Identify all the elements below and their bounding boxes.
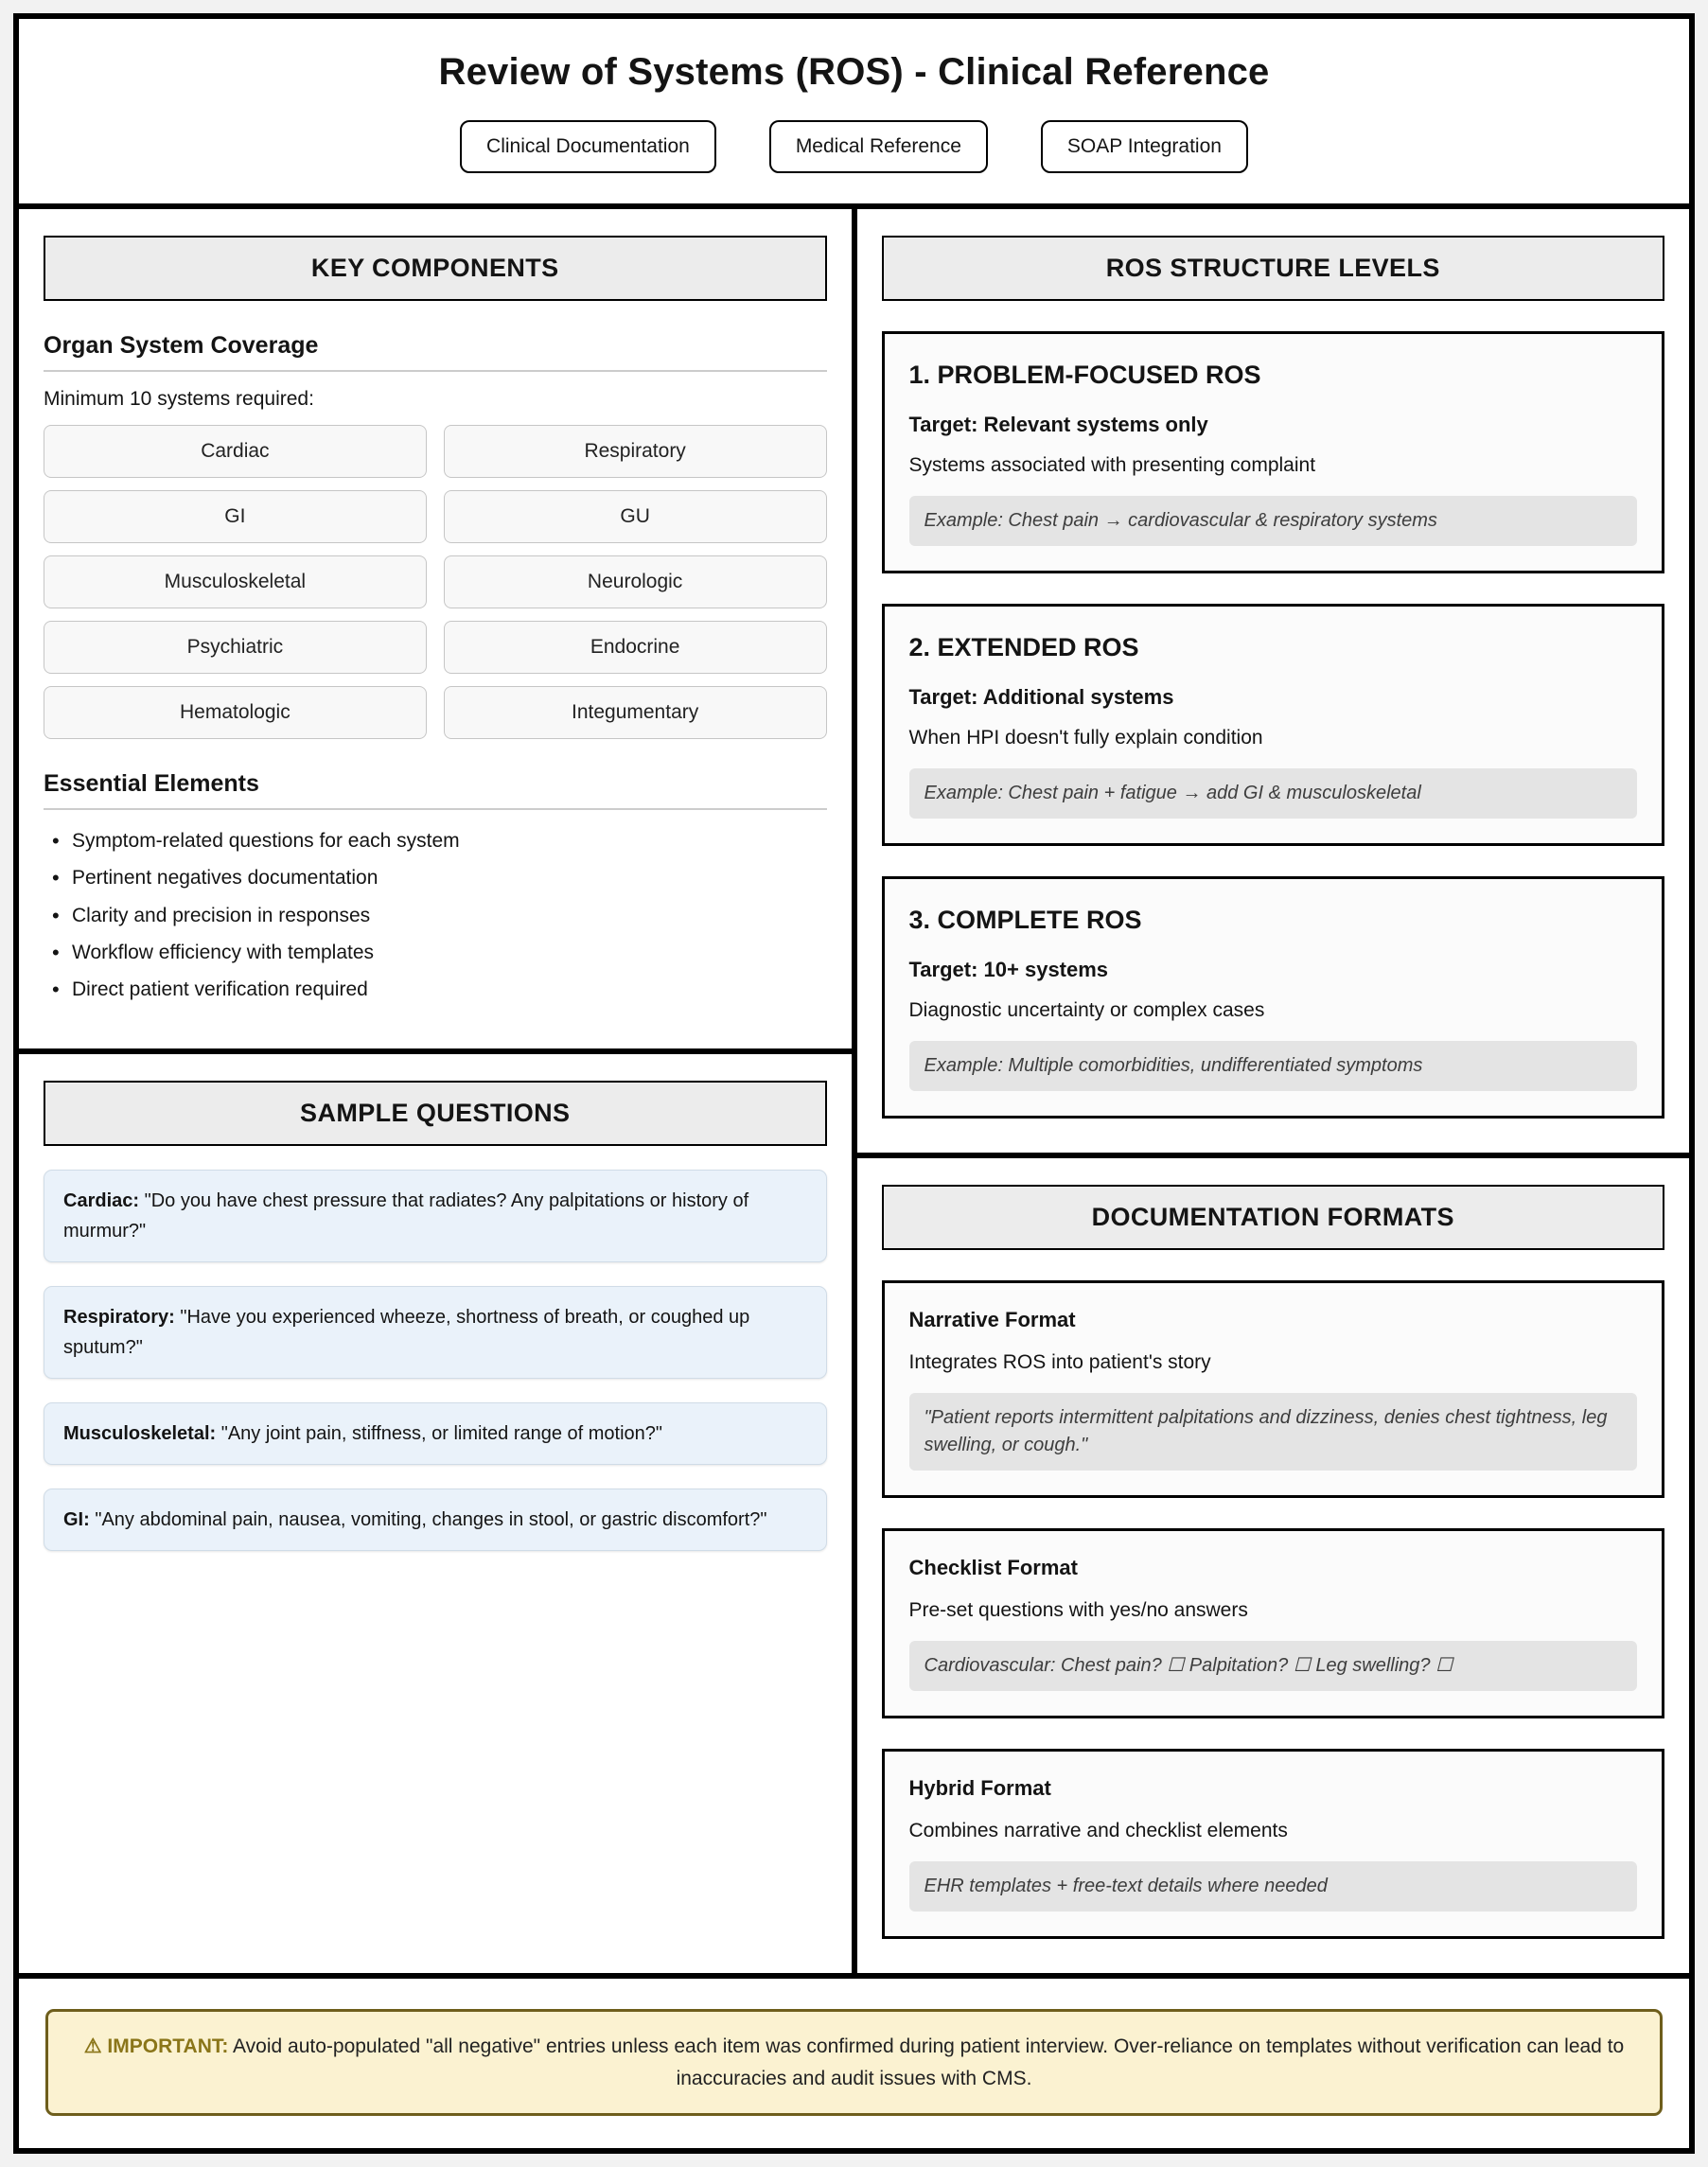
essential-item: • Workflow efficiency with templates [44,941,827,965]
question-text: "Have you experienced wheeze, shortness of breath, or coughed up sputum?" [63,1307,750,1359]
format-example: EHR templates + free-text details where needed [909,1861,1638,1912]
sample-questions-panel [19,1054,852,1973]
question-label: Cardiac: [63,1190,140,1212]
format-description: Combines narrative and checklist elements [908,1820,1288,1841]
format-description: Integrates ROS into patient's story [908,1351,1211,1373]
organ-system-coverage-heading: Organ System Coverage [44,332,827,372]
page [13,13,1695,2154]
format-card-checklist [882,1528,1665,1718]
key-components-panel [19,209,852,1054]
level-title: 2. EXTENDED ROS [908,633,1139,661]
level-target: Target: Relevant systems only [908,413,1208,436]
level-title: 1. PROBLEM-FOCUSED ROS [908,361,1261,389]
left-column [19,209,857,1973]
essential-item: • Pertinent negatives documentation [44,866,827,890]
level-example: Example: Chest pain + fatigue → add GI & musculoskeletal [909,768,1638,819]
sample-question-cardiac [44,1170,827,1262]
minimum-systems-note: Minimum 10 systems required: [44,388,314,410]
essential-item: • Clarity and precision in responses [44,904,827,928]
warning-icon-label: ⚠ IMPORTANT: [83,2035,229,2057]
question-text: "Do you have chest pressure that radiates? Any palpitations or history of murmur?" [63,1190,749,1242]
right-column [857,209,1690,1973]
question-text: "Any joint pain, stiffness, or limited range of motion?" [220,1423,663,1445]
format-name: Hybrid Format [908,1776,1051,1800]
essential-elements-heading: Essential Elements [44,770,827,810]
system-chip-cardiac: Cardiac [44,425,427,478]
badge-soap-integration: SOAP Integration [1041,120,1248,173]
footer [19,1979,1689,2148]
level-target: Target: 10+ systems [908,958,1109,981]
level-title: 3. COMPLETE ROS [908,906,1142,934]
systems-grid [44,425,827,739]
system-chip-gi: GI [44,490,427,543]
system-chip-psychiatric: Psychiatric [44,621,427,674]
level-example: Example: Multiple comorbidities, undifferentiated symptoms [909,1041,1638,1091]
system-chip-hematologic: Hematologic [44,686,427,739]
format-description: Pre-set questions with yes/no answers [908,1599,1248,1621]
question-label: Respiratory: [63,1307,175,1329]
ros-level-card-problem-focused [882,331,1665,573]
format-example: "Patient reports intermittent palpitations and dizziness, denies chest tightness, leg swelling, or cough." [909,1393,1638,1471]
essential-item: • Symptom-related questions for each system [44,829,827,854]
format-name: Checklist Format [908,1556,1078,1579]
essential-item: • Direct patient verification required [44,978,827,1002]
level-description: Systems associated with presenting complaint [908,454,1316,476]
format-name: Narrative Format [908,1308,1076,1331]
content-grid [19,209,1689,1979]
format-card-narrative [882,1280,1665,1498]
format-example: Cardiovascular: Chest pain? ☐ Palpitation? ☐ Leg swelling? ☐ [909,1641,1638,1691]
level-target: Target: Additional systems [908,685,1174,709]
system-chip-gu: GU [444,490,827,543]
question-label: GI: [63,1509,90,1531]
documentation-formats-panel [857,1158,1690,1973]
sample-question-gi [44,1489,827,1551]
page-title: Review of Systems (ROS) - Clinical Reference [438,51,1270,93]
system-chip-respiratory: Respiratory [444,425,827,478]
ros-structure-levels-panel [857,209,1690,1158]
ros-level-card-complete [882,876,1665,1119]
level-description: Diagnostic uncertainty or complex cases [908,999,1265,1021]
ros-level-card-extended [882,604,1665,846]
key-components-title: KEY COMPONENTS [44,236,827,301]
system-chip-neurologic: Neurologic [444,555,827,608]
header [19,19,1689,209]
question-label: Musculoskeletal: [63,1423,217,1445]
badge-row [38,120,1670,173]
system-chip-endocrine: Endocrine [444,621,827,674]
sample-questions-title: SAMPLE QUESTIONS [44,1081,827,1146]
warning-text: Avoid auto-populated "all negative" entries unless each item was confirmed during patient interview. Over-reliance on templates without verification can lead to inaccuracies and audit issues with CMS. [233,2035,1625,2089]
badge-clinical-documentation: Clinical Documentation [460,120,716,173]
essential-elements-list [44,829,827,1002]
ros-structure-levels-title: ROS STRUCTURE LEVELS [882,236,1665,301]
documentation-formats-title: DOCUMENTATION FORMATS [882,1185,1665,1250]
warning-banner [45,2009,1663,2116]
question-text: "Any abdominal pain, nausea, vomiting, changes in stool, or gastric discomfort?" [95,1509,767,1531]
system-chip-musculoskeletal: Musculoskeletal [44,555,427,608]
level-example: Example: Chest pain → cardiovascular & respiratory systems [909,496,1638,546]
system-chip-integumentary: Integumentary [444,686,827,739]
format-card-hybrid [882,1749,1665,1939]
badge-medical-reference: Medical Reference [769,120,988,173]
level-description: When HPI doesn't fully explain condition [908,727,1263,749]
sample-question-musculoskeletal [44,1402,827,1465]
sample-question-respiratory [44,1286,827,1379]
